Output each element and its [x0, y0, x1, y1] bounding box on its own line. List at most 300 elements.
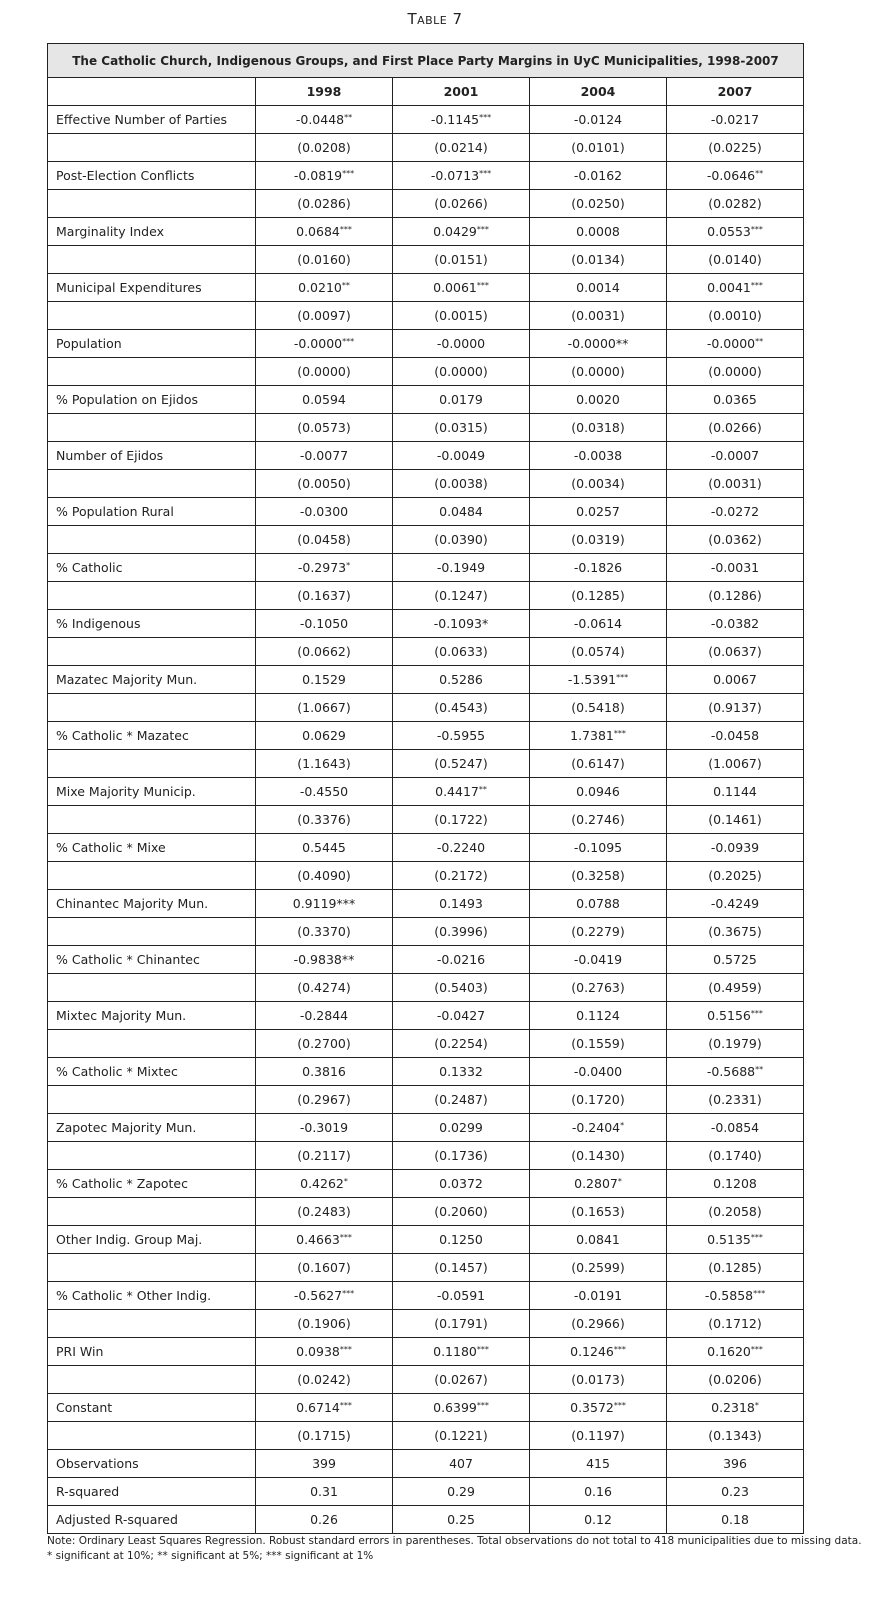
coefficient-value: -0.0000 — [293, 336, 343, 351]
coefficient-cell — [256, 498, 393, 526]
coefficient-row — [48, 1114, 804, 1142]
variable-label: % Population on Ejidos — [48, 386, 256, 414]
std-error-cell: (0.0282) — [667, 190, 804, 218]
std-error-row — [48, 1254, 804, 1282]
coefficient-value: 0.1144 — [713, 784, 757, 799]
std-error-row — [48, 806, 804, 834]
coefficient-cell — [530, 162, 667, 190]
coefficient-value: -0.1095 — [573, 840, 623, 855]
variable-label: % Catholic * Mazatec — [48, 722, 256, 750]
variable-label: % Indigenous — [48, 610, 256, 638]
coefficient-value: 0.0684 — [296, 224, 340, 239]
coefficient-cell — [393, 834, 530, 862]
coefficient-cell — [530, 106, 667, 134]
significance-stars: ** — [755, 337, 764, 346]
coefficient-value: -0.1050 — [299, 616, 349, 631]
coefficient-cell — [256, 1226, 393, 1254]
std-error-cell: (0.0573) — [256, 414, 393, 442]
coefficient-row — [48, 946, 804, 974]
std-error-row — [48, 862, 804, 890]
significance-stars: ** — [344, 113, 353, 122]
std-error-cell: (0.0097) — [256, 302, 393, 330]
coefficient-value: 0.1332 — [439, 1064, 483, 1079]
std-error-row — [48, 134, 804, 162]
coefficient-cell — [393, 274, 530, 302]
variable-label: % Catholic * Chinantec — [48, 946, 256, 974]
std-error-cell: (0.6147) — [530, 750, 667, 778]
coefficient-row — [48, 554, 804, 582]
coefficient-cell — [667, 722, 804, 750]
coefficient-cell — [256, 274, 393, 302]
variable-label: Number of Ejidos — [48, 442, 256, 470]
coefficient-value: -0.0448 — [295, 112, 345, 127]
significance-stars: *** — [613, 729, 626, 738]
std-error-cell: (0.2117) — [256, 1142, 393, 1170]
coefficient-cell — [667, 1394, 804, 1422]
coefficient-value: 0.4262 — [300, 1176, 344, 1191]
coefficient-cell — [256, 162, 393, 190]
coefficient-cell — [667, 1058, 804, 1086]
variable-label: Municipal Expenditures — [48, 274, 256, 302]
coefficient-row — [48, 666, 804, 694]
significance-stars: *** — [750, 1345, 763, 1354]
coefficient-value: -0.1145 — [430, 112, 480, 127]
coefficient-value: -0.0217 — [710, 112, 760, 127]
significance-stars: ** — [755, 1065, 764, 1074]
coefficient-value: 0.0067 — [713, 672, 757, 687]
coefficient-value: -0.2404 — [571, 1120, 621, 1135]
blank-label — [48, 1310, 256, 1338]
stat-value: 407 — [393, 1450, 530, 1478]
coefficient-row — [48, 610, 804, 638]
std-error-cell: (0.1286) — [667, 582, 804, 610]
coefficient-value: 0.5725 — [713, 952, 757, 967]
std-error-cell: (0.0208) — [256, 134, 393, 162]
coefficient-row — [48, 1338, 804, 1366]
stat-value: 0.23 — [667, 1478, 804, 1506]
coefficient-value: 0.0629 — [302, 728, 346, 743]
std-error-row — [48, 694, 804, 722]
std-error-cell: (0.0266) — [393, 190, 530, 218]
coefficient-row — [48, 218, 804, 246]
coefficient-row — [48, 1058, 804, 1086]
coefficient-value: 0.1250 — [439, 1232, 483, 1247]
coefficient-value: 0.1529 — [302, 672, 346, 687]
regression-table — [47, 43, 804, 1534]
year-header-row — [48, 78, 804, 106]
coefficient-value: 0.0041 — [707, 280, 751, 295]
significance-stars: *** — [479, 169, 492, 178]
coefficient-cell — [256, 834, 393, 862]
coefficient-value: -0.3019 — [299, 1120, 349, 1135]
coefficient-cell — [256, 778, 393, 806]
std-error-cell: (0.3675) — [667, 918, 804, 946]
coefficient-cell — [667, 946, 804, 974]
coefficient-cell — [530, 442, 667, 470]
variable-label: Other Indig. Group Maj. — [48, 1226, 256, 1254]
std-error-cell: (0.0034) — [530, 470, 667, 498]
coefficient-value: -0.2240 — [436, 840, 486, 855]
coefficient-value: 0.0179 — [439, 392, 483, 407]
std-error-cell: (0.1720) — [530, 1086, 667, 1114]
coefficient-cell — [256, 218, 393, 246]
std-error-cell: (0.0214) — [393, 134, 530, 162]
variable-label: % Catholic — [48, 554, 256, 582]
variable-label: % Catholic * Mixe — [48, 834, 256, 862]
coefficient-value: 0.6399 — [433, 1400, 477, 1415]
coefficient-cell — [530, 610, 667, 638]
stat-value: 0.26 — [256, 1506, 393, 1534]
significance-stars: * — [343, 1177, 348, 1186]
blank-label — [48, 806, 256, 834]
coefficient-cell — [530, 498, 667, 526]
blank-label — [48, 134, 256, 162]
std-error-cell: (0.2966) — [530, 1310, 667, 1338]
coefficient-cell — [667, 386, 804, 414]
std-error-cell: (0.4543) — [393, 694, 530, 722]
coefficient-cell — [393, 1226, 530, 1254]
coefficient-value: 0.3572 — [570, 1400, 614, 1415]
blank-label — [48, 750, 256, 778]
coefficient-value: 0.5286 — [439, 672, 483, 687]
std-error-cell: (0.1457) — [393, 1254, 530, 1282]
coefficient-cell — [393, 1170, 530, 1198]
std-error-row — [48, 470, 804, 498]
blank-label — [48, 190, 256, 218]
coefficient-cell — [667, 666, 804, 694]
coefficient-cell — [667, 1002, 804, 1030]
std-error-cell: (0.0031) — [530, 302, 667, 330]
std-error-row — [48, 358, 804, 386]
std-error-cell: (0.0319) — [530, 526, 667, 554]
std-error-cell: (0.1559) — [530, 1030, 667, 1058]
coefficient-cell — [530, 778, 667, 806]
stat-value: 415 — [530, 1450, 667, 1478]
coefficient-value: 0.2807 — [574, 1176, 618, 1191]
coefficient-value: 0.1180 — [433, 1344, 477, 1359]
variable-label: % Catholic * Zapotec — [48, 1170, 256, 1198]
coefficient-value: 0.1620 — [707, 1344, 751, 1359]
std-error-cell: (0.2254) — [393, 1030, 530, 1058]
coefficient-cell — [256, 106, 393, 134]
std-error-cell: (0.1197) — [530, 1422, 667, 1450]
blank-label — [48, 918, 256, 946]
std-error-cell: (0.1712) — [667, 1310, 804, 1338]
std-error-cell: (0.3370) — [256, 918, 393, 946]
coefficient-value: 0.5135 — [707, 1232, 751, 1247]
coefficient-value: 0.0299 — [439, 1120, 483, 1135]
coefficient-row — [48, 834, 804, 862]
std-error-cell: (0.0101) — [530, 134, 667, 162]
coefficient-value: 0.0553 — [707, 224, 751, 239]
coefficient-value: -0.0458 — [710, 728, 760, 743]
coefficient-cell — [667, 1114, 804, 1142]
stat-label: Adjusted R-squared — [48, 1506, 256, 1534]
std-error-cell: (0.2763) — [530, 974, 667, 1002]
coefficient-cell — [256, 890, 393, 918]
coefficient-cell — [393, 666, 530, 694]
coefficient-cell — [393, 1338, 530, 1366]
std-error-cell: (0.1247) — [393, 582, 530, 610]
significance-stars: ** — [478, 785, 487, 794]
std-error-row — [48, 526, 804, 554]
coefficient-value: -0.0162 — [573, 168, 623, 183]
std-error-cell: (0.0315) — [393, 414, 530, 442]
significance-stars: * — [754, 1401, 759, 1410]
stat-value: 0.12 — [530, 1506, 667, 1534]
std-error-cell: (0.2967) — [256, 1086, 393, 1114]
std-error-cell: (0.9137) — [667, 694, 804, 722]
blank-label — [48, 526, 256, 554]
significance-stars: *** — [339, 1345, 352, 1354]
std-error-cell: (0.1285) — [667, 1254, 804, 1282]
coefficient-row — [48, 778, 804, 806]
coefficient-cell — [256, 330, 393, 358]
std-error-cell: (0.1979) — [667, 1030, 804, 1058]
std-error-cell: (0.0000) — [256, 358, 393, 386]
coefficient-value: 0.0484 — [439, 504, 483, 519]
std-error-cell: (0.1607) — [256, 1254, 393, 1282]
coefficient-value: -0.0427 — [436, 1008, 486, 1023]
std-error-row — [48, 1198, 804, 1226]
coefficient-cell — [667, 554, 804, 582]
blank-label — [48, 862, 256, 890]
coefficient-value: -0.0419 — [573, 952, 623, 967]
std-error-cell: (1.0067) — [667, 750, 804, 778]
coefficient-cell — [530, 666, 667, 694]
coefficient-value: 0.1493 — [439, 896, 483, 911]
std-error-row — [48, 246, 804, 274]
blank-label — [48, 470, 256, 498]
std-error-row — [48, 918, 804, 946]
coefficient-value: 0.6714 — [296, 1400, 340, 1415]
std-error-cell: (0.0038) — [393, 470, 530, 498]
coefficient-cell — [530, 1170, 667, 1198]
coefficient-value: -0.0216 — [436, 952, 486, 967]
std-error-cell: (0.5403) — [393, 974, 530, 1002]
significance-stars: *** — [750, 1009, 763, 1018]
coefficient-value: 0.0257 — [576, 504, 620, 519]
coefficient-value: -0.0000 — [706, 336, 756, 351]
blank-label — [48, 358, 256, 386]
significance-stars: *** — [339, 1401, 352, 1410]
variable-label: Chinantec Majority Mun. — [48, 890, 256, 918]
std-error-cell: (0.1736) — [393, 1142, 530, 1170]
std-error-cell: (0.0160) — [256, 246, 393, 274]
coefficient-value: -0.0124 — [573, 112, 623, 127]
coefficient-value: -0.0854 — [710, 1120, 760, 1135]
coefficient-cell — [393, 1002, 530, 1030]
std-error-cell: (0.2025) — [667, 862, 804, 890]
significance-stars: *** — [342, 1289, 355, 1298]
stat-label: R-squared — [48, 1478, 256, 1506]
std-error-cell: (0.2058) — [667, 1198, 804, 1226]
variable-label: PRI Win — [48, 1338, 256, 1366]
std-error-row — [48, 1142, 804, 1170]
std-error-cell: (0.4959) — [667, 974, 804, 1002]
coefficient-cell — [256, 1002, 393, 1030]
significance-stars: *** — [616, 673, 629, 682]
coefficient-row — [48, 162, 804, 190]
year-header: 2001 — [393, 78, 530, 106]
coefficient-value: 0.2318 — [711, 1400, 755, 1415]
coefficient-cell — [530, 1338, 667, 1366]
coefficient-cell — [530, 1114, 667, 1142]
coefficient-cell — [667, 1282, 804, 1310]
coefficient-cell — [393, 722, 530, 750]
std-error-cell: (0.1285) — [530, 582, 667, 610]
std-error-cell: (0.0015) — [393, 302, 530, 330]
coefficient-cell — [393, 218, 530, 246]
std-error-cell: (0.0134) — [530, 246, 667, 274]
coefficient-value: -0.0400 — [573, 1064, 623, 1079]
blank-label — [48, 246, 256, 274]
coefficient-row — [48, 1002, 804, 1030]
coefficient-cell — [667, 106, 804, 134]
std-error-cell: (0.0225) — [667, 134, 804, 162]
std-error-cell: (0.1740) — [667, 1142, 804, 1170]
coefficient-cell — [667, 778, 804, 806]
std-error-row — [48, 1366, 804, 1394]
coefficient-cell — [530, 722, 667, 750]
coefficient-value: -0.5627 — [293, 1288, 343, 1303]
coefficient-cell — [256, 1058, 393, 1086]
std-error-row — [48, 1086, 804, 1114]
std-error-cell: (0.0173) — [530, 1366, 667, 1394]
std-error-row — [48, 414, 804, 442]
coefficient-value: -0.0000** — [567, 336, 629, 351]
stat-row — [48, 1478, 804, 1506]
std-error-cell: (0.1637) — [256, 582, 393, 610]
stat-value: 396 — [667, 1450, 804, 1478]
coefficient-value: 0.9119*** — [292, 896, 356, 911]
std-error-cell: (0.0662) — [256, 638, 393, 666]
std-error-cell: (0.0250) — [530, 190, 667, 218]
coefficient-cell — [530, 218, 667, 246]
coefficient-cell — [530, 946, 667, 974]
variable-label: Mazatec Majority Mun. — [48, 666, 256, 694]
coefficient-cell — [256, 1170, 393, 1198]
coefficient-value: -0.0049 — [436, 448, 486, 463]
significance-stars: *** — [476, 1345, 489, 1354]
significance-stars: *** — [613, 1345, 626, 1354]
coefficient-row — [48, 890, 804, 918]
coefficient-row — [48, 1170, 804, 1198]
table-note — [47, 1534, 862, 1564]
table-body — [48, 106, 804, 1534]
coefficient-cell — [393, 498, 530, 526]
variable-label: Mixe Majority Municip. — [48, 778, 256, 806]
stat-label: Observations — [48, 1450, 256, 1478]
coefficient-row — [48, 106, 804, 134]
variable-label: Post-Election Conflicts — [48, 162, 256, 190]
std-error-cell: (0.5247) — [393, 750, 530, 778]
std-error-cell: (0.0574) — [530, 638, 667, 666]
blank-label — [48, 1254, 256, 1282]
variable-label: Effective Number of Parties — [48, 106, 256, 134]
coefficient-row — [48, 1282, 804, 1310]
coefficient-cell — [393, 946, 530, 974]
significance-stars: * — [620, 1121, 625, 1130]
std-error-cell: (0.0458) — [256, 526, 393, 554]
std-error-cell: (0.3376) — [256, 806, 393, 834]
coefficient-cell — [530, 1002, 667, 1030]
stat-row — [48, 1450, 804, 1478]
std-error-cell: (0.2746) — [530, 806, 667, 834]
coefficient-cell — [667, 162, 804, 190]
std-error-cell: (0.0633) — [393, 638, 530, 666]
std-error-cell: (0.1461) — [667, 806, 804, 834]
stat-value: 0.25 — [393, 1506, 530, 1534]
header-blank — [48, 78, 256, 106]
stat-value: 0.16 — [530, 1478, 667, 1506]
coefficient-cell — [530, 834, 667, 862]
variable-label: Zapotec Majority Mun. — [48, 1114, 256, 1142]
std-error-cell: (0.0050) — [256, 470, 393, 498]
coefficient-value: 0.1124 — [576, 1008, 620, 1023]
std-error-cell: (0.0362) — [667, 526, 804, 554]
coefficient-value: -0.9838** — [293, 952, 355, 967]
std-error-cell: (0.2700) — [256, 1030, 393, 1058]
std-error-cell: (0.0000) — [667, 358, 804, 386]
coefficient-cell — [667, 498, 804, 526]
coefficient-value: -0.0614 — [573, 616, 623, 631]
blank-label — [48, 1030, 256, 1058]
std-error-cell: (0.3258) — [530, 862, 667, 890]
std-error-cell: (0.0637) — [667, 638, 804, 666]
std-error-cell: (0.1430) — [530, 1142, 667, 1170]
coefficient-cell — [256, 1114, 393, 1142]
std-error-cell: (0.0206) — [667, 1366, 804, 1394]
std-error-cell: (0.0151) — [393, 246, 530, 274]
coefficient-cell — [667, 330, 804, 358]
coefficient-cell — [256, 386, 393, 414]
coefficient-cell — [667, 1170, 804, 1198]
coefficient-value: 0.5156 — [707, 1008, 751, 1023]
coefficient-value: 0.0841 — [576, 1232, 620, 1247]
significance-stars: *** — [750, 281, 763, 290]
significance-stars: *** — [613, 1401, 626, 1410]
coefficient-row — [48, 386, 804, 414]
coefficient-value: -0.0272 — [710, 504, 760, 519]
coefficient-cell — [667, 1226, 804, 1254]
coefficient-value: 0.0020 — [576, 392, 620, 407]
coefficient-cell — [530, 386, 667, 414]
coefficient-row — [48, 330, 804, 358]
std-error-row — [48, 190, 804, 218]
variable-label: Population — [48, 330, 256, 358]
significance-stars: ** — [341, 281, 350, 290]
std-error-cell: (0.0242) — [256, 1366, 393, 1394]
coefficient-row — [48, 722, 804, 750]
coefficient-cell — [530, 890, 667, 918]
table-caption: The Catholic Church, Indigenous Groups, and First Place Party Margins in UyC Municipalities, 1998-2007 — [48, 44, 804, 78]
significance-stars: ** — [755, 169, 764, 178]
coefficient-cell — [393, 330, 530, 358]
std-error-cell: (0.5418) — [530, 694, 667, 722]
std-error-cell: (0.1791) — [393, 1310, 530, 1338]
significance-stars: * — [617, 1177, 622, 1186]
coefficient-cell — [530, 1226, 667, 1254]
std-error-row — [48, 302, 804, 330]
coefficient-value: -0.1826 — [573, 560, 623, 575]
coefficient-cell — [393, 890, 530, 918]
coefficient-cell — [393, 386, 530, 414]
std-error-cell: (0.0390) — [393, 526, 530, 554]
significance-stars: *** — [339, 1233, 352, 1242]
coefficient-cell — [530, 1394, 667, 1422]
coefficient-cell — [393, 106, 530, 134]
